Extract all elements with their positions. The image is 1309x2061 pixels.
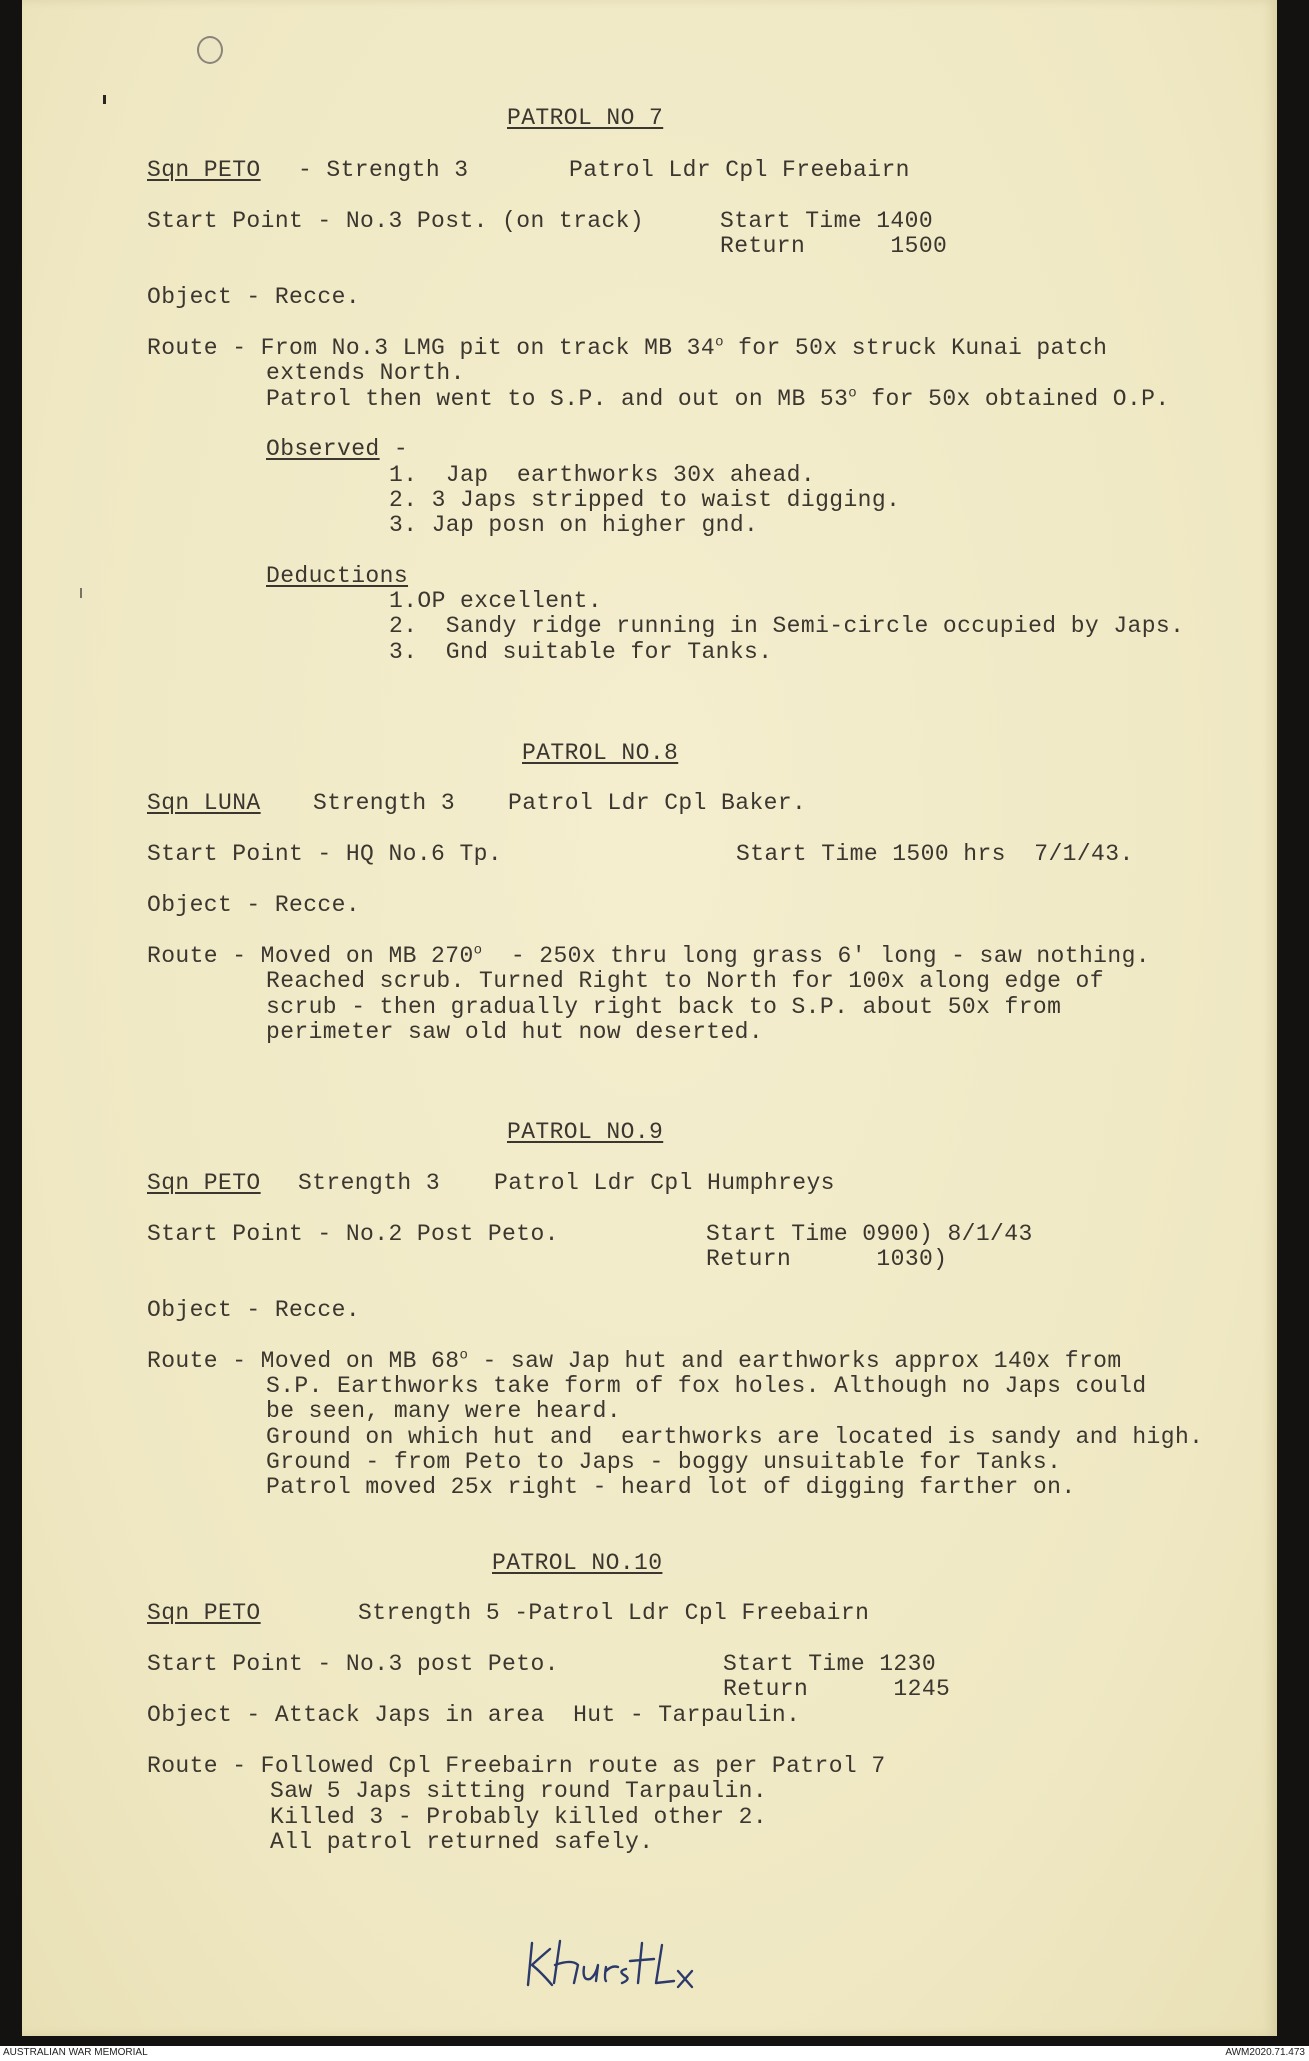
patrol7-observation-3: 3. Jap posn on higher gnd. — [389, 512, 759, 538]
patrol8-route-line4: perimeter saw old hut now deserted. — [266, 1019, 764, 1045]
patrol7-observed-label: Observed - — [266, 436, 409, 462]
patrol9-object: Object - Recce. — [147, 1297, 361, 1323]
patrol7-observation-2: 2. 3 Japs stripped to waist digging. — [389, 487, 901, 513]
patrol9-strength: Strength 3 — [298, 1170, 441, 1196]
patrol10-start-point: Start Point - No.3 post Peto. — [147, 1651, 559, 1677]
patrol7-strength: - Strength 3 — [298, 157, 469, 183]
patrol8-route-line1: Route - Moved on MB 270$^o$ - 250x thru long grass 6' long - saw nothing. — [147, 942, 1150, 969]
patrol7-deductions-label: Deductions — [266, 563, 409, 589]
patrol7-start-point: Start Point - No.3 Post. (on track) — [147, 208, 645, 234]
patrol8-object: Object - Recce. — [147, 892, 361, 918]
patrol9-return-time: Return 1030) — [706, 1246, 948, 1272]
patrol9-route-line2: S.P. Earthworks take form of fox holes. Although no Japs could — [266, 1373, 1147, 1399]
ink-mark — [103, 95, 106, 104]
ink-mark — [80, 588, 82, 598]
patrol8-leader: Patrol Ldr Cpl Baker. — [508, 790, 807, 816]
patrol10-return-time: Return 1245 — [723, 1676, 951, 1702]
patrol7-leader: Patrol Ldr Cpl Freebairn — [569, 157, 910, 183]
patrol10-squadron: Sqn PETO — [147, 1600, 261, 1626]
archive-footer — [0, 2046, 1309, 2061]
patrol9-route-line6: Patrol moved 25x right - heard lot of digging farther on. — [266, 1474, 1076, 1500]
patrol7-observation-1: 1. Jap earthworks 30x ahead. — [389, 462, 816, 488]
patrol10-route-line2: Saw 5 Japs sitting round Tarpaulin. — [270, 1778, 768, 1804]
patrol9-route-line3: be seen, many were heard. — [266, 1398, 622, 1424]
patrol10-start-time: Start Time 1230 — [723, 1651, 937, 1677]
patrol8-route-line2: Reached scrub. Turned Right to North for 100x along edge of — [266, 968, 1104, 994]
patrol7-return-time: Return 1500 — [720, 233, 948, 259]
patrol8-route-line3: scrub - then gradually right back to S.P. about 50x from — [266, 994, 1062, 1020]
handwritten-signature — [522, 1935, 712, 1995]
patrol7-route-line3: Patrol then went to S.P. and out on MB 53$^o$ for 50x obtained O.P. — [266, 385, 1170, 412]
patrol10-object: Object - Attack Japs in area Hut - Tarpaulin. — [147, 1702, 801, 1728]
patrol7-squadron: Sqn PETO — [147, 157, 261, 183]
patrol8-start-time: Start Time 1500 hrs 7/1/43. — [736, 841, 1134, 867]
patrol10-route-line1: Route - Followed Cpl Freebairn route as per Patrol 7 — [147, 1753, 886, 1779]
patrol7-route-line1: Route - From No.3 LMG pit on track MB 34$^o$ for 50x struck Kunai patch — [147, 334, 1108, 361]
patrol7-deduction-3: 3. Gnd suitable for Tanks. — [389, 639, 773, 665]
patrol9-heading: PATROL NO.9 — [507, 1119, 664, 1145]
patrol10-heading: PATROL NO.10 — [492, 1550, 663, 1576]
patrol9-route-line5: Ground - from Peto to Japs - boggy unsuitable for Tanks. — [266, 1449, 1062, 1475]
archive-name: AUSTRALIAN WAR MEMORIAL — [3, 2047, 148, 2058]
patrol8-squadron: Sqn LUNA — [147, 790, 261, 816]
patrol7-deduction-1: 1.OP excellent. — [389, 588, 603, 614]
patrol9-squadron: Sqn PETO — [147, 1170, 261, 1196]
patrol8-strength: Strength 3 — [313, 790, 456, 816]
patrol10-strength-leader: Strength 5 -Patrol Ldr Cpl Freebairn — [358, 1600, 870, 1626]
patrol7-route-line2: extends North. — [266, 360, 465, 386]
patrol9-route-line4: Ground on which hut and earthworks are located is sandy and high. — [266, 1424, 1204, 1450]
patrol7-deduction-2: 2. Sandy ridge running in Semi-circle occupied by Japs. — [389, 613, 1185, 639]
patrol9-start-point: Start Point - No.2 Post Peto. — [147, 1221, 559, 1247]
patrol7-object: Object - Recce. — [147, 284, 361, 310]
patrol8-heading: PATROL NO.8 — [522, 740, 679, 766]
patrol9-leader: Patrol Ldr Cpl Humphreys — [494, 1170, 835, 1196]
patrol9-route-line1: Route - Moved on MB 68$^o$ - saw Jap hut and earthworks approx 140x from — [147, 1347, 1122, 1374]
patrol10-route-line4: All patrol returned safely. — [270, 1829, 654, 1855]
patrol9-start-time: Start Time 0900) 8/1/43 — [706, 1221, 1033, 1247]
patrol10-route-line3: Killed 3 - Probably killed other 2. — [270, 1804, 768, 1830]
patrol7-start-time: Start Time 1400 — [720, 208, 934, 234]
patrol7-heading: PATROL NO 7 — [507, 105, 664, 131]
archive-reference: AWM2020.71.473 — [1225, 2047, 1305, 2058]
punch-hole — [197, 36, 223, 64]
patrol8-start-point: Start Point - HQ No.6 Tp. — [147, 841, 503, 867]
